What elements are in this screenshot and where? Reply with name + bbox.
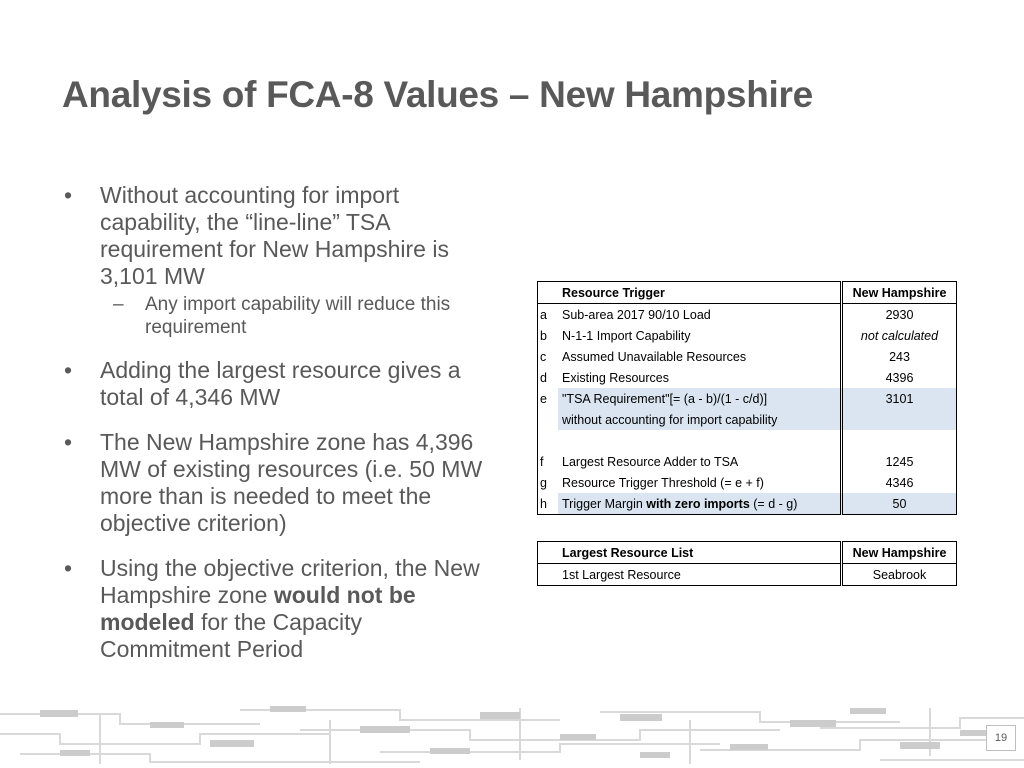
dash-marker: – <box>113 294 124 315</box>
table-row-highlighted <box>538 409 957 430</box>
header-new-hampshire: New Hampshire <box>842 542 957 564</box>
table-row-highlighted <box>538 493 957 515</box>
desc-post: (= d - g) <box>753 496 798 511</box>
row-value: 4396 <box>842 367 957 388</box>
row-value: Seabrook <box>842 564 957 586</box>
row-description-note: without accounting for import capability <box>558 409 842 430</box>
table-row-highlighted <box>538 388 957 409</box>
row-letter: e <box>540 391 547 406</box>
row-description: Existing Resources <box>562 370 669 385</box>
table-row <box>538 564 957 586</box>
bullet-item-2 <box>58 357 488 411</box>
table-row <box>538 367 957 388</box>
bullet-list <box>58 182 488 681</box>
table-header-row <box>538 282 957 304</box>
row-value: 3101 <box>842 388 957 409</box>
resource-trigger-table <box>537 281 957 515</box>
bullet-marker: • <box>63 429 73 455</box>
bullet-item-1 <box>58 182 488 339</box>
row-description: 1st Largest Resource <box>562 567 681 582</box>
row-value: 50 <box>842 493 957 515</box>
row-value: 243 <box>842 346 957 367</box>
row-letter: g <box>540 475 547 490</box>
table-row <box>538 451 957 472</box>
row-letter: h <box>540 496 547 511</box>
table-row <box>538 346 957 367</box>
row-value: 2930 <box>842 304 957 326</box>
table-row <box>538 472 957 493</box>
row-description: "TSA Requirement"[= (a - b)/(1 - c/d)] <box>558 388 842 409</box>
header-largest-resource-list: Largest Resource List <box>558 542 842 564</box>
row-description: Assumed Unavailable Resources <box>562 349 747 364</box>
row-letter: f <box>540 454 544 469</box>
row-letter: a <box>540 307 547 322</box>
table-spacer-row <box>538 430 957 451</box>
row-value: not calculated <box>842 325 957 346</box>
table-header-row <box>538 542 957 564</box>
row-description: N-1-1 Import Capability <box>562 328 691 343</box>
table-row <box>538 325 957 346</box>
bullet-marker: • <box>63 357 73 383</box>
row-value: 4346 <box>842 472 957 493</box>
table-row <box>538 304 957 326</box>
bullet-marker: • <box>63 182 73 208</box>
row-description: Sub-area 2017 90/10 Load <box>562 307 711 322</box>
bullet-text-post: for the Capacity Commitment Period <box>100 609 363 662</box>
row-description: Resource Trigger Threshold (= e + f) <box>562 475 764 490</box>
sub-bullet-item <box>100 293 488 339</box>
circuit-board-decoration <box>0 700 1024 768</box>
page-number: 19 <box>986 725 1016 751</box>
bullet-marker: • <box>63 555 73 581</box>
slide-title: Analysis of FCA-8 Values – New Hampshire <box>62 74 813 115</box>
bullet-text: Adding the largest resource gives a total of 4,346 MW <box>100 357 461 410</box>
row-description <box>558 493 842 515</box>
row-letter: c <box>540 349 547 364</box>
row-letter: b <box>540 328 547 343</box>
bullet-text-bold: would not be modeled <box>100 582 416 635</box>
bullet-item-3 <box>58 429 488 537</box>
bullet-item-4 <box>58 555 488 663</box>
row-letter: d <box>540 370 547 385</box>
bullet-text: The New Hampshire zone has 4,396 MW of existing resources (i.e. 50 MW more than is needed to meet the objective criterion) <box>100 429 483 536</box>
bullet-text-pre: Using the objective criterion, the New Hampshire zone <box>100 555 480 608</box>
desc-bold: with zero imports <box>646 496 750 511</box>
desc-pre: Trigger Margin <box>562 496 643 511</box>
row-value: 1245 <box>842 451 957 472</box>
largest-resource-table <box>537 541 957 586</box>
row-description: Largest Resource Adder to TSA <box>562 454 739 469</box>
header-resource-trigger: Resource Trigger <box>558 282 842 304</box>
bullet-text: Without accounting for import capability, the “line-line” TSA requirement for New Hampshire is 3,101 MW <box>100 182 449 289</box>
header-new-hampshire: New Hampshire <box>842 282 957 304</box>
sub-bullet-text: Any import capability will reduce this requirement <box>145 294 451 338</box>
